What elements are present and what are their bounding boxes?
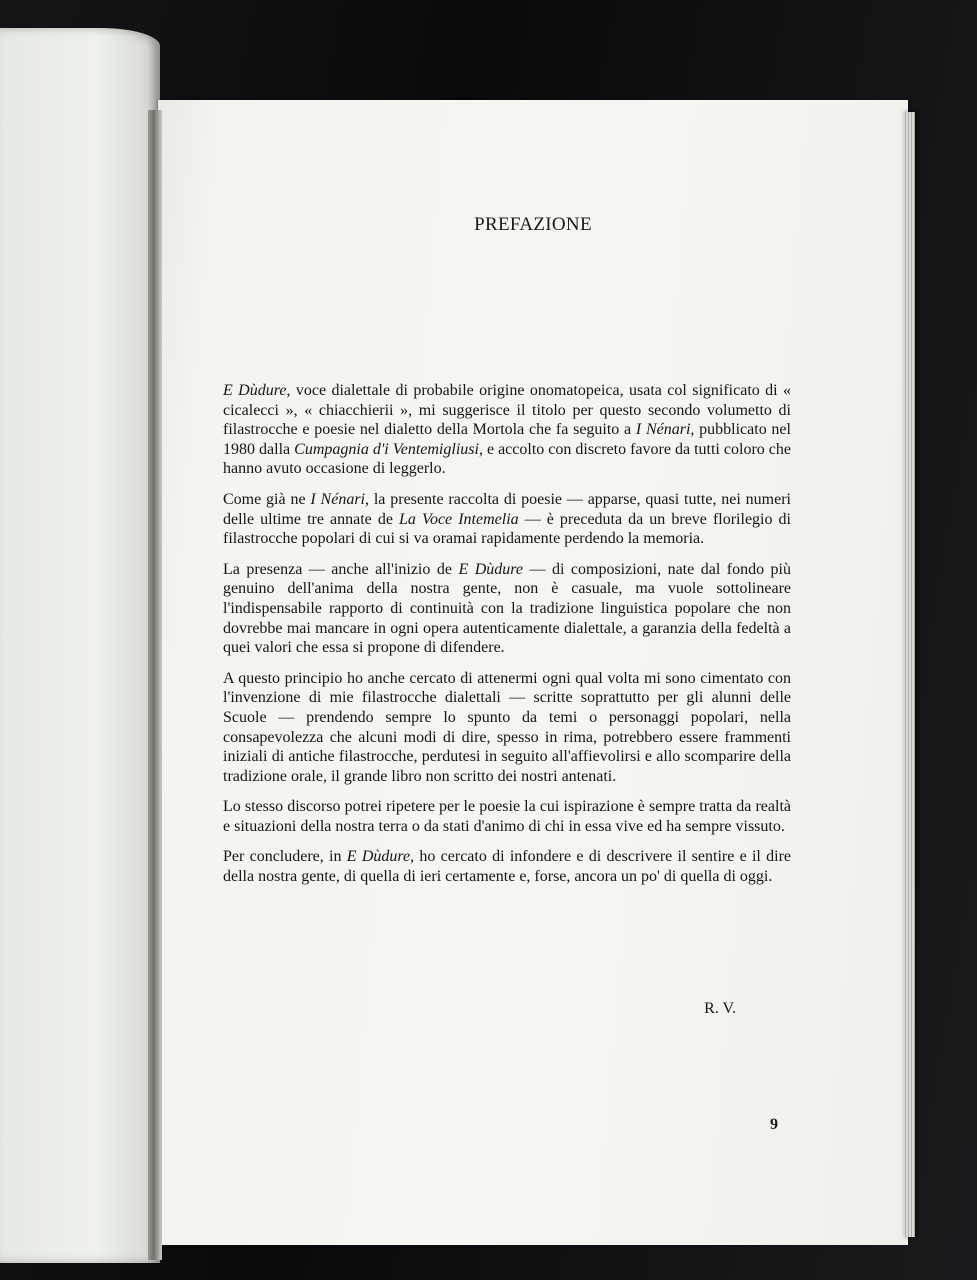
italic-title-text: I Nénari <box>635 421 691 439</box>
paragraph-text: — di composizioni, nate dal fondo più genuino dell'anima della nostra gente, non è casuale, ma vuole sottolineare l'indispensabile rapporto di continuità con la tradizione linguistica popolare che non dovrebbe mai mancare in ogni opera autenticamente dialettale, a garanzia della fedeltà a quei valori che essa si propone di difendere. <box>223 560 792 657</box>
paragraph-text: , la presente raccolta di poesie — apparse, quasi tutte, nei numeri delle ultime tre annate de <box>223 490 791 528</box>
page-edge <box>903 112 915 1237</box>
paragraph-text: La presenza — anche all'inizio de <box>223 560 459 578</box>
page-title: PREFAZIONE <box>474 214 592 235</box>
paragraph <box>223 490 791 549</box>
italic-title-text: E Dùdure <box>346 848 411 866</box>
paragraph-text: A questo principio ho anche cercato di attenermi ogni qual volta mi sono cimentato con l'invenzione di mie filastrocche dialettali — scritte soprattutto per gli alunni delle Scuole — prendendo sempre lo spunto da temi o personaggi popolari, nella consapevolezza che alcuni modi di dire, spesso in rima, potrebbero essere frammenti iniziali di antiche filastrocche, perdutesi in seguito all'affievolirsi e allo scomparire della tradizione orale, il grande libro non scritto dei nostri antenati. <box>223 669 791 785</box>
paragraph-text: , voce dialettale di probabile origine onomatopeica, usata col significato di « cicalecci », « chiacchierii », mi suggerisce il titolo per questo secondo volumetto di filastrocche e poesie nel dialetto della Mortola che fa seguito a <box>223 382 792 439</box>
paragraph-text: , e accolto con discreto favore da tutti coloro che hanno avuto occasione di leggerlo. <box>223 440 791 478</box>
italic-title-text: Cumpagnia d'i Ventemigliusi <box>294 440 479 458</box>
page-number: 9 <box>770 1116 778 1133</box>
italic-title-text: La Voce Intemelia <box>399 510 519 528</box>
paragraph <box>223 669 791 787</box>
italic-title-text: I Nénari <box>310 490 366 508</box>
paragraph <box>223 797 791 836</box>
book-gutter <box>148 110 162 1260</box>
signature: R. V. <box>704 1000 736 1017</box>
right-page <box>158 100 908 1245</box>
paragraph-text: Per concludere, in <box>223 848 347 866</box>
italic-title-text: E Dùdure <box>458 560 523 578</box>
italic-title-text: E Dùdure <box>223 382 287 399</box>
preface-body <box>223 381 791 887</box>
paragraph-text: , ho cercato di infondere e di descrivere il sentire e il dire della nostra gente, di quella di ieri certamente e, forse, ancora un po' di quella di oggi. <box>223 848 792 886</box>
left-page <box>0 28 160 1263</box>
paragraph-text: — è preceduta da un breve florilegio di filastrocche popolari di cui si va oramai rapidamente perdendo la memoria. <box>223 510 791 548</box>
paragraph <box>223 847 791 886</box>
paragraph-text: Lo stesso discorso potrei ripetere per le poesie la cui ispirazione è sempre tratta da realtà e situazioni della nostra terra o da stati d'animo di chi in essa vive ed ha sempre vissuto. <box>223 798 791 835</box>
paragraph-text: , pubblicato nel 1980 dalla <box>223 421 791 458</box>
paragraph <box>223 381 791 479</box>
paragraph-text: Come già ne <box>223 490 311 508</box>
paragraph <box>223 560 791 658</box>
